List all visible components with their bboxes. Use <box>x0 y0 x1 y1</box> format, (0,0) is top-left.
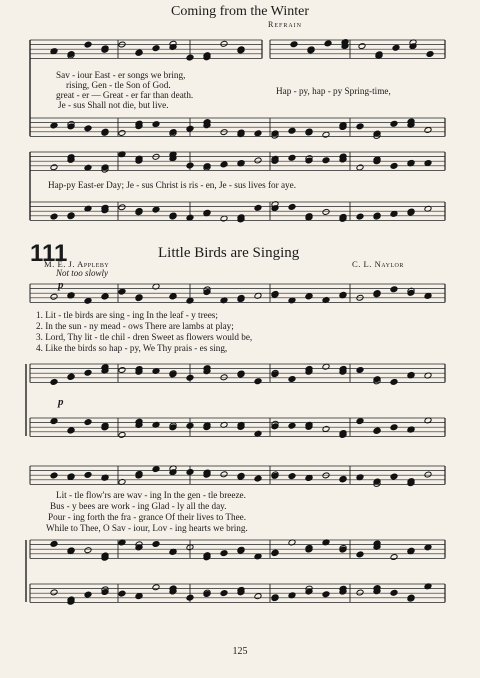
note-head <box>84 297 92 304</box>
note-head <box>356 367 364 374</box>
note-head <box>67 373 75 380</box>
note-head <box>118 432 126 439</box>
note-head <box>390 554 398 561</box>
note-head <box>203 289 211 296</box>
note-head <box>50 379 58 386</box>
note-head <box>271 423 279 430</box>
note-head <box>152 45 160 52</box>
note-head <box>152 541 160 548</box>
note-head <box>152 584 160 591</box>
verse-2-part-1: 2. In the sun - ny mead - ows There are lambs at play; <box>36 321 234 331</box>
dynamic-bass: p <box>58 396 64 408</box>
note-head <box>118 130 126 137</box>
note-head <box>135 593 143 600</box>
verse-3-part-1: 3. Lord, Thy lit - tle chil - dren Sweet as flowers would be, <box>36 332 253 342</box>
note-head <box>84 41 92 48</box>
hymn-author: M. E. J. Appleby <box>44 259 110 269</box>
hymn-number: 111 <box>30 240 68 267</box>
note-head <box>254 157 262 164</box>
note-head <box>50 293 58 300</box>
note-head <box>118 288 126 295</box>
note-head <box>424 160 432 167</box>
note-head <box>220 40 228 47</box>
verse-4-part-2: While to Thee, O Sav - iour, Lov - ing hearts we bring. <box>46 523 248 533</box>
verse-2-part-2: Bus - y bees are work - ing Glad - ly all the day. <box>50 501 227 511</box>
note-head <box>424 544 432 551</box>
note-head <box>324 40 332 47</box>
hymn-title: Little Birds are Singing <box>158 245 300 261</box>
note-head <box>254 593 262 600</box>
note-head <box>390 163 398 170</box>
note-head <box>50 472 58 479</box>
note-head <box>186 162 194 169</box>
note-head <box>288 376 296 383</box>
note-head <box>390 286 398 293</box>
note-head <box>186 469 194 476</box>
note-head <box>186 214 194 221</box>
note-head <box>356 589 364 596</box>
note-head <box>254 475 262 482</box>
note-head <box>288 473 296 480</box>
note-head <box>50 122 58 129</box>
note-head <box>390 424 398 431</box>
tempo-marking: Not too slowly <box>56 268 109 278</box>
note-head <box>186 594 194 601</box>
note-head <box>135 49 143 56</box>
note-head <box>84 369 92 376</box>
note-head <box>339 475 347 482</box>
note-head <box>356 418 364 425</box>
note-head <box>50 164 58 171</box>
note-head <box>152 466 160 473</box>
note-head <box>288 127 296 134</box>
note-head <box>67 427 75 434</box>
note-head <box>220 590 228 597</box>
note-head <box>322 209 330 216</box>
note-head <box>322 591 330 598</box>
verse-4-part-1: 4. Like the birds so hap - py, We Thy prais - es sing, <box>36 343 228 353</box>
note-head <box>84 471 92 478</box>
note-head <box>152 206 160 213</box>
dynamic-treble: p <box>58 279 64 291</box>
note-head <box>50 589 58 596</box>
note-head <box>101 589 109 596</box>
note-head <box>118 590 126 597</box>
note-head <box>390 589 398 596</box>
note-head <box>50 213 58 220</box>
note-head <box>220 471 228 478</box>
note-head <box>390 120 398 127</box>
note-head <box>424 471 432 478</box>
note-head <box>254 130 262 137</box>
note-head <box>186 297 194 304</box>
refrain-label: Refrain <box>268 20 303 29</box>
note-head <box>84 125 92 132</box>
note-head <box>426 51 434 58</box>
note-head <box>356 123 364 130</box>
note-head <box>186 125 194 132</box>
note-head <box>254 378 262 385</box>
note-head <box>220 161 228 168</box>
note-head <box>305 293 313 300</box>
prev-verse-line-4: Je - sus Shall not die, but live. <box>58 100 169 110</box>
prev-line-2: Hap-py East-er Day; Je - sus Christ is ris - en, Je - sus lives for aye. <box>48 180 297 190</box>
note-head <box>356 551 364 558</box>
note-head <box>220 215 228 222</box>
note-head <box>424 127 432 134</box>
note-head <box>390 379 398 386</box>
note-head <box>84 547 92 554</box>
prev-verse-line-3: great - er — Great - er far than death. <box>56 90 194 100</box>
note-head <box>322 426 330 433</box>
note-head <box>152 121 160 128</box>
note-head <box>50 541 58 548</box>
note-head <box>390 473 398 480</box>
note-head <box>84 419 92 426</box>
prev-verse-line-2: rising, Gen - tle Son of God. <box>66 80 171 90</box>
note-head <box>356 164 364 171</box>
prev-refrain-line: Hap - py, hap - py Spring-time, <box>276 86 391 96</box>
note-head <box>186 374 194 381</box>
hymn-composer: C. L. Naylor <box>352 259 404 269</box>
note-head <box>288 422 296 429</box>
page-number: 125 <box>232 646 248 657</box>
note-head <box>169 293 177 300</box>
note-head <box>392 44 400 51</box>
note-head <box>288 204 296 211</box>
verse-3-part-2: Pour - ing forth the fra - grance Of their lives to Thee. <box>48 512 247 522</box>
note-head <box>322 157 330 164</box>
previous-hymn-title: Coming from the Winter <box>171 4 309 19</box>
note-head <box>288 154 296 161</box>
note-head <box>220 550 228 557</box>
note-head <box>290 41 298 48</box>
note-head <box>254 204 262 211</box>
note-head <box>84 591 92 598</box>
note-head <box>118 204 126 211</box>
note-head <box>101 293 109 300</box>
verse-1-part-1: 1. Lit - tle birds are sing - ing In the leaf - y trees; <box>36 310 218 320</box>
note-head <box>118 367 126 374</box>
note-head <box>50 418 58 425</box>
note-head <box>186 54 194 61</box>
note-head <box>356 213 364 220</box>
verse-1-part-2: Lit - tle flow'rs are wav - ing In the gen - tle breeze. <box>56 490 246 500</box>
note-head <box>220 374 228 381</box>
note-head <box>186 422 194 429</box>
prev-verse-line-1: Sav - iour East - er songs we bring, <box>56 70 186 80</box>
note-head <box>305 475 313 482</box>
note-head <box>373 427 381 434</box>
note-head <box>271 549 279 556</box>
note-head <box>358 43 366 50</box>
note-head <box>322 131 330 138</box>
